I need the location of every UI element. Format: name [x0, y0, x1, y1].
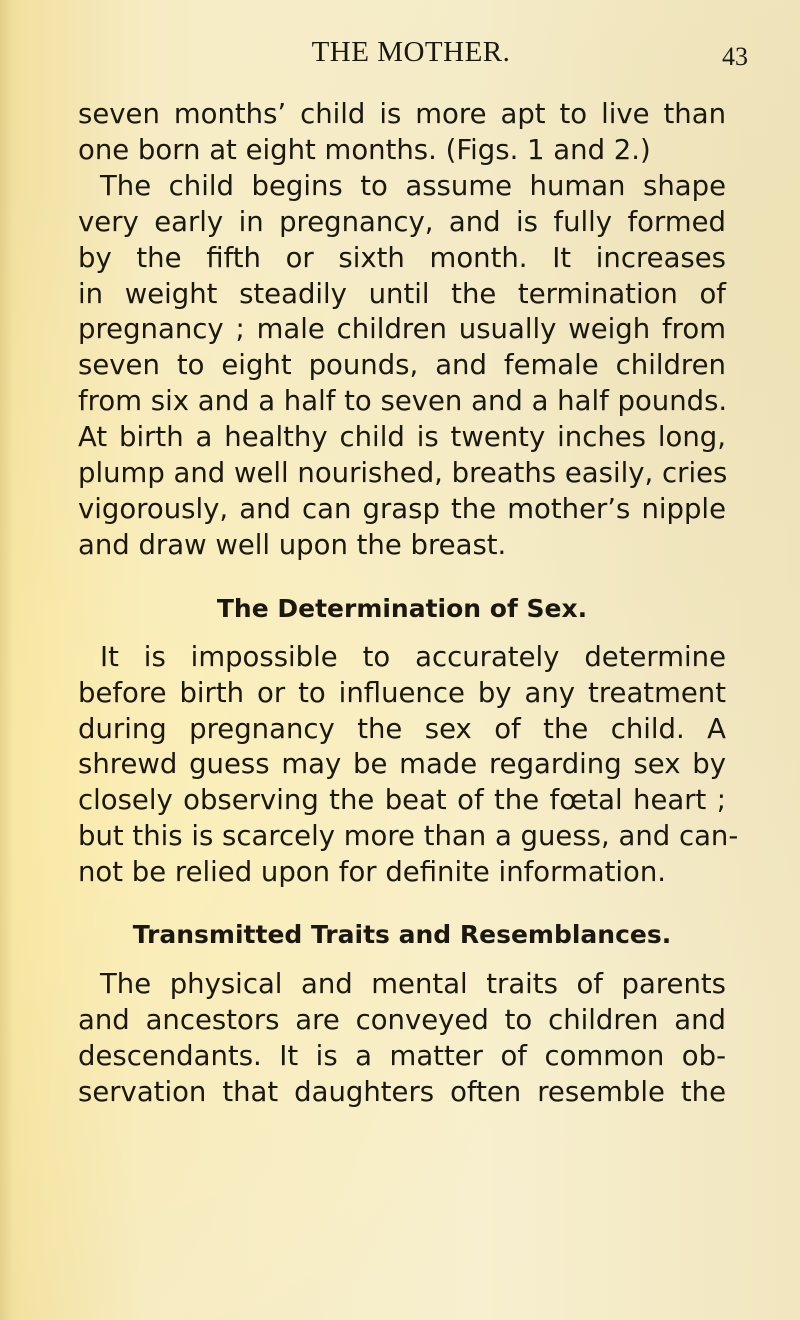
running-title: THE MOTHER. — [311, 36, 511, 68]
section-heading-transmitted-traits: Transmitted Traits and Resemblances. — [132, 920, 672, 950]
text-line: not be relied upon for definite information. — [78, 856, 667, 889]
text-line: The child begins to assume human shape — [100, 169, 726, 202]
text-line: in weight steadily until the termination of — [78, 277, 726, 310]
body-text — [78, 97, 739, 1111]
section-heading-sex-determination: The Determination of Sex. — [216, 593, 588, 623]
text-line: very early in pregnancy, and is fully formed — [78, 205, 726, 238]
text-line: plump and well nourished, breaths easily, cries — [78, 457, 728, 490]
paragraph-child-development — [78, 169, 726, 564]
text-line: and draw well upon the breast. — [78, 528, 507, 561]
page-number: 43 — [722, 42, 748, 71]
text-line: seven to eight pounds, and female children — [78, 349, 726, 382]
text-line: At birth a healthy child is twenty inches long, — [78, 421, 726, 454]
text-line: descendants. It is a matter of common ob- — [78, 1039, 726, 1072]
text-line: pregnancy ; male children usually weigh from — [78, 313, 726, 346]
text-line: one born at eight months. (Figs. 1 and 2.) — [78, 133, 651, 166]
page-gutter-shadow — [0, 0, 14, 1320]
text-line: servation that daughters often resemble the — [78, 1075, 726, 1108]
text-line: It is impossible to accurately determine — [100, 640, 726, 673]
text-line: vigorously, and can grasp the mother’s nipple — [78, 492, 726, 525]
text-line: but this is scarcely more than a guess, and can- — [78, 820, 739, 853]
text-line: closely observing the beat of the fœtal heart ; — [78, 784, 726, 817]
text-line: shrewd guess may be made regarding sex by — [78, 748, 726, 781]
text-line: The physical and mental traits of parents — [100, 967, 726, 1000]
text-line: before birth or to influence by any treatment — [78, 676, 726, 709]
text-line: seven months’ child is more apt to live than — [78, 98, 726, 130]
paragraph-continuation — [78, 97, 726, 169]
text-line: and ancestors are conveyed to children and — [78, 1003, 726, 1036]
paragraph-transmitted-traits — [78, 967, 726, 1111]
paragraph-sex-determination — [78, 640, 739, 891]
running-head — [0, 34, 800, 74]
text-line: by the fifth or sixth month. It increases — [78, 241, 726, 274]
text-line: during pregnancy the sex of the child. A — [78, 712, 726, 745]
text-line: from six and a half to seven and a half pounds. — [78, 385, 728, 418]
